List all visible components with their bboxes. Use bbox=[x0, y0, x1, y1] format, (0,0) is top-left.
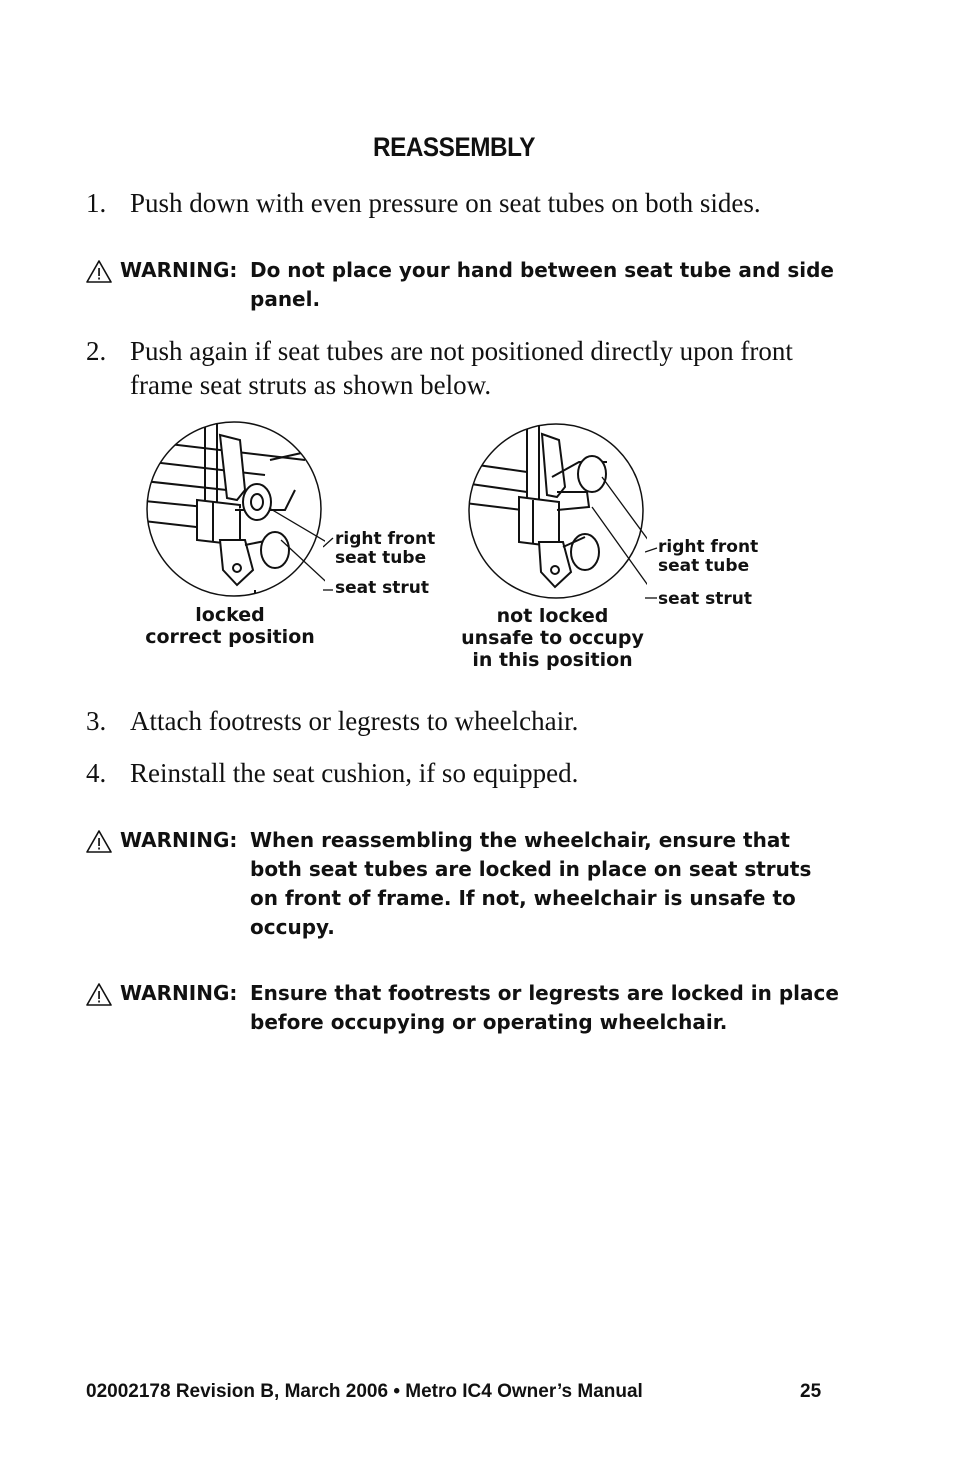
step-3 bbox=[86, 704, 846, 738]
warning-2 bbox=[86, 826, 866, 946]
step-number: 2. bbox=[86, 336, 107, 366]
callout-right-front-seat-tube: right front seat tube bbox=[335, 529, 436, 568]
step-number: 3. bbox=[86, 706, 107, 736]
warning-label: WARNING: bbox=[120, 828, 238, 852]
warning-triangle-icon bbox=[86, 983, 112, 1006]
warning-1 bbox=[86, 256, 866, 316]
caption-line: not locked bbox=[496, 605, 609, 627]
warning-text: Ensure that footrests or legrests are locked in place before occupying or operating wheelchair. bbox=[250, 981, 839, 1034]
step-number: 1. bbox=[86, 188, 107, 218]
locked-position-illustration bbox=[145, 420, 325, 600]
caption-not-locked bbox=[440, 605, 665, 671]
step-number: 4. bbox=[86, 758, 107, 788]
warning-label: WARNING: bbox=[120, 258, 238, 282]
warning-3 bbox=[86, 979, 876, 1039]
page-number: 25 bbox=[800, 1381, 822, 1402]
page-heading: REASSEMBLY bbox=[372, 132, 536, 162]
step-text: Attach footrests or legrests to wheelchair. bbox=[130, 706, 579, 736]
step-text: Push down with even pressure on seat tubes on both sides. bbox=[130, 188, 761, 218]
step-4 bbox=[86, 756, 846, 790]
step-1 bbox=[86, 186, 846, 220]
step-2 bbox=[86, 334, 846, 402]
caption-line: in this position bbox=[472, 649, 633, 671]
step-text: Reinstall the seat cushion, if so equipped. bbox=[130, 758, 579, 788]
callout-seat-strut: seat strut bbox=[335, 578, 430, 598]
step-text: Push again if seat tubes are not positioned directly upon front frame seat struts as shown below. bbox=[130, 336, 793, 400]
footer-document-info: 02002178 Revision B, March 2006 • Metro IC4 Owner’s Manual bbox=[86, 1381, 643, 1402]
warning-text: When reassembling the wheelchair, ensure that both seat tubes are locked in place on seat struts on front of frame. If not, wheelchair is unsafe to occupy. bbox=[250, 828, 812, 939]
caption-line: unsafe to occupy bbox=[461, 627, 644, 649]
caption-locked bbox=[130, 604, 330, 648]
callout-right-front-seat-tube: right front seat tube bbox=[658, 537, 759, 576]
not-locked-position-illustration bbox=[467, 422, 647, 602]
warning-triangle-icon bbox=[86, 260, 112, 283]
warning-label: WARNING: bbox=[120, 981, 238, 1005]
warning-triangle-icon bbox=[86, 830, 112, 853]
caption-line: locked bbox=[195, 604, 265, 626]
callout-seat-strut: seat strut bbox=[658, 589, 753, 609]
caption-line: correct position bbox=[145, 626, 315, 648]
warning-text: Do not place your hand between seat tube and side panel. bbox=[250, 258, 834, 311]
